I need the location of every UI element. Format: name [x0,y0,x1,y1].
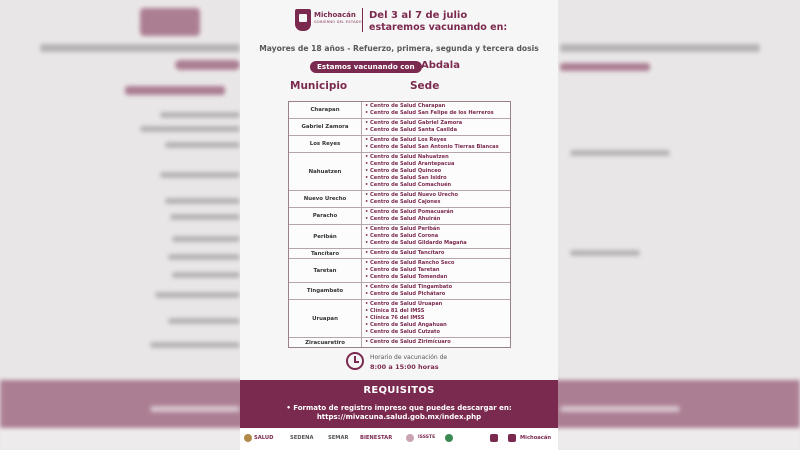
bg-line [560,63,650,71]
sede-cell [362,259,510,282]
bg-line [150,406,240,412]
bg-line [160,172,240,178]
table-row [289,118,510,135]
bg-line [172,272,240,278]
sede-item: • Centro de Salud San Antonio Tierras Blancas [365,144,510,151]
sede-item: • Centro de Salud San Isidro [365,175,510,182]
bg-line [172,236,240,242]
sede-item: • Centro de Salud Gabriel Zamora [365,120,510,127]
bg-line [570,150,670,156]
sede-item: • Centro de Salud Corona [365,233,510,240]
table-row [289,102,510,118]
sede-cell [362,191,510,207]
sede-item: • Centro de Salud Gildardo Magaña [365,240,510,247]
michoacan-shield-small-icon [508,434,516,442]
sede-item: • Centro de Salud Tomendan [365,274,510,281]
sede-cell [362,136,510,152]
municipio-cell: Charapan [289,102,362,118]
municipio-cell: Peribán [289,225,362,248]
column-header-sede: Sede [410,80,440,92]
sede-item: • Centro de Salud Peribán [365,226,510,233]
table-row [289,299,510,337]
footer-logo-salud: SALUD [254,435,274,441]
sede-item: • Centro de Salud Arantepacua [365,161,510,168]
footer-logo-sedena: SEDENA [290,435,314,441]
bg-line [168,318,240,324]
sede-item: • Centro de Salud Comachuén [365,182,510,189]
sede-item: • Centro de Salud Angahuan [365,322,510,329]
table-row [289,248,510,258]
municipio-cell: Gabriel Zamora [289,119,362,135]
requirements-title: REQUISITOS [363,385,435,396]
sede-item: • Centro de Salud Cutzato [365,329,510,336]
requirements-section [240,380,558,428]
bg-line [165,198,240,204]
sede-cell [362,119,510,135]
bg-line [560,44,760,52]
sede-item: • Clínica 76 del IMSS [365,315,510,322]
footer-logo-issste: ISSSTE [418,435,436,440]
vaccine-pill: Estamos vacunando con [310,61,422,73]
bg-line [570,250,640,256]
sede-item: • Centro de Salud Santa Casilda [365,127,510,134]
sede-item: • Centro de Salud Rancho Seco [365,260,510,267]
sede-item: • Centro de Salud Zirimícuaro [365,339,510,346]
shield-emblem-icon [490,434,498,442]
sede-cell [362,225,510,248]
municipio-cell: Tancítaro [289,249,362,258]
sede-item: • Centro de Salud Pomacuarán [365,209,510,216]
bg-logo [140,8,200,36]
municipio-cell: Paracho [289,208,362,224]
sede-cell [362,153,510,190]
sede-cell [362,102,510,118]
municipio-cell: Tingambato [289,283,362,299]
table-row [289,258,510,282]
brand-subtitle: GOBIERNO DEL ESTADO [314,20,362,24]
municipio-cell: Nuevo Urecho [289,191,362,207]
sede-table [288,101,511,348]
requirements-text: • Formato de registro impreso que puedes descargar en: [286,404,512,412]
footer-logo-semar: SEMAR [328,435,349,441]
table-row [289,207,510,224]
audience-text: Mayores de 18 años - Refuerzo, primera, segunda y tercera dosis [259,44,539,53]
municipio-cell: Taretan [289,259,362,282]
footer-logo-bienestar: BIENESTAR [360,435,393,441]
poster-header [240,0,558,38]
sede-item: • Centro de Salud Cajones [365,199,510,206]
registration-url-link[interactable]: https://mivacuna.salud.gob.mx/index.php [316,413,482,421]
table-row [289,152,510,190]
sede-cell [362,283,510,299]
bg-line [170,214,240,220]
sede-item: • Centro de Salud Nuevo Urecho [365,192,510,199]
bg-line [40,44,240,52]
sede-item: • Centro de Salud Uruapan [365,301,510,308]
footer-logos [240,428,558,450]
municipio-cell: Uruapan [289,300,362,337]
dates-subtitle: estaremos vacunando en: [369,22,508,33]
bg-pill [175,60,240,70]
dates-title: Del 3 al 7 de julio [369,10,468,21]
bg-line [155,292,240,298]
table-row [289,224,510,248]
sede-cell [362,300,510,337]
sede-item: • Centro de Salud Tingambato [365,284,510,291]
column-header-municipio: Municipio [290,80,348,92]
sede-item: • Clínica 81 del IMSS [365,308,510,315]
bg-line [140,126,240,132]
footer-logo-michoacan: Michoacán [520,435,552,441]
emblem-icon [406,434,414,442]
bg-line [160,112,240,118]
michoacan-shield-icon [295,9,311,31]
sede-item: • Centro de Salud Ahuirán [365,216,510,223]
sede-item: • Centro de Salud Los Reyes [365,137,510,144]
sede-item: • Centro de Salud Nahuatzen [365,154,510,161]
table-row [289,190,510,207]
sede-cell [362,338,510,347]
brand-name: Michoacán [314,11,356,19]
table-row [289,337,510,347]
sede-item: • Centro de Salud Pichátaro [365,291,510,298]
bg-line [168,254,240,260]
schedule-hours: 8:00 a 15:00 horas [370,363,439,371]
vaccine-name: Abdala [421,60,460,71]
schedule-label: Horario de vacunación de [370,354,448,361]
bg-line [125,86,225,95]
sede-item: • Centro de Salud San Felipe de los Herreros [365,110,510,117]
sede-cell [362,208,510,224]
table-row [289,282,510,299]
bg-line [560,406,680,412]
green-emblem-icon [445,434,453,442]
municipio-cell: Nahuatzen [289,153,362,190]
salud-logo-icon [244,434,252,442]
municipio-cell: Los Reyes [289,136,362,152]
sede-item: • Centro de Salud Tancítaro [365,250,510,257]
sede-item: • Centro de Salud Quinceo [365,168,510,175]
bg-line [165,142,240,148]
table-row [289,135,510,152]
clock-icon [346,352,364,370]
sede-item: • Centro de Salud Charapan [365,103,510,110]
sede-cell [362,249,510,258]
bg-line [150,342,240,348]
vaccination-poster [240,0,558,450]
sede-item: • Centro de Salud Taretan [365,267,510,274]
header-divider [362,8,363,32]
municipio-cell: Ziracuaretiro [289,338,362,347]
